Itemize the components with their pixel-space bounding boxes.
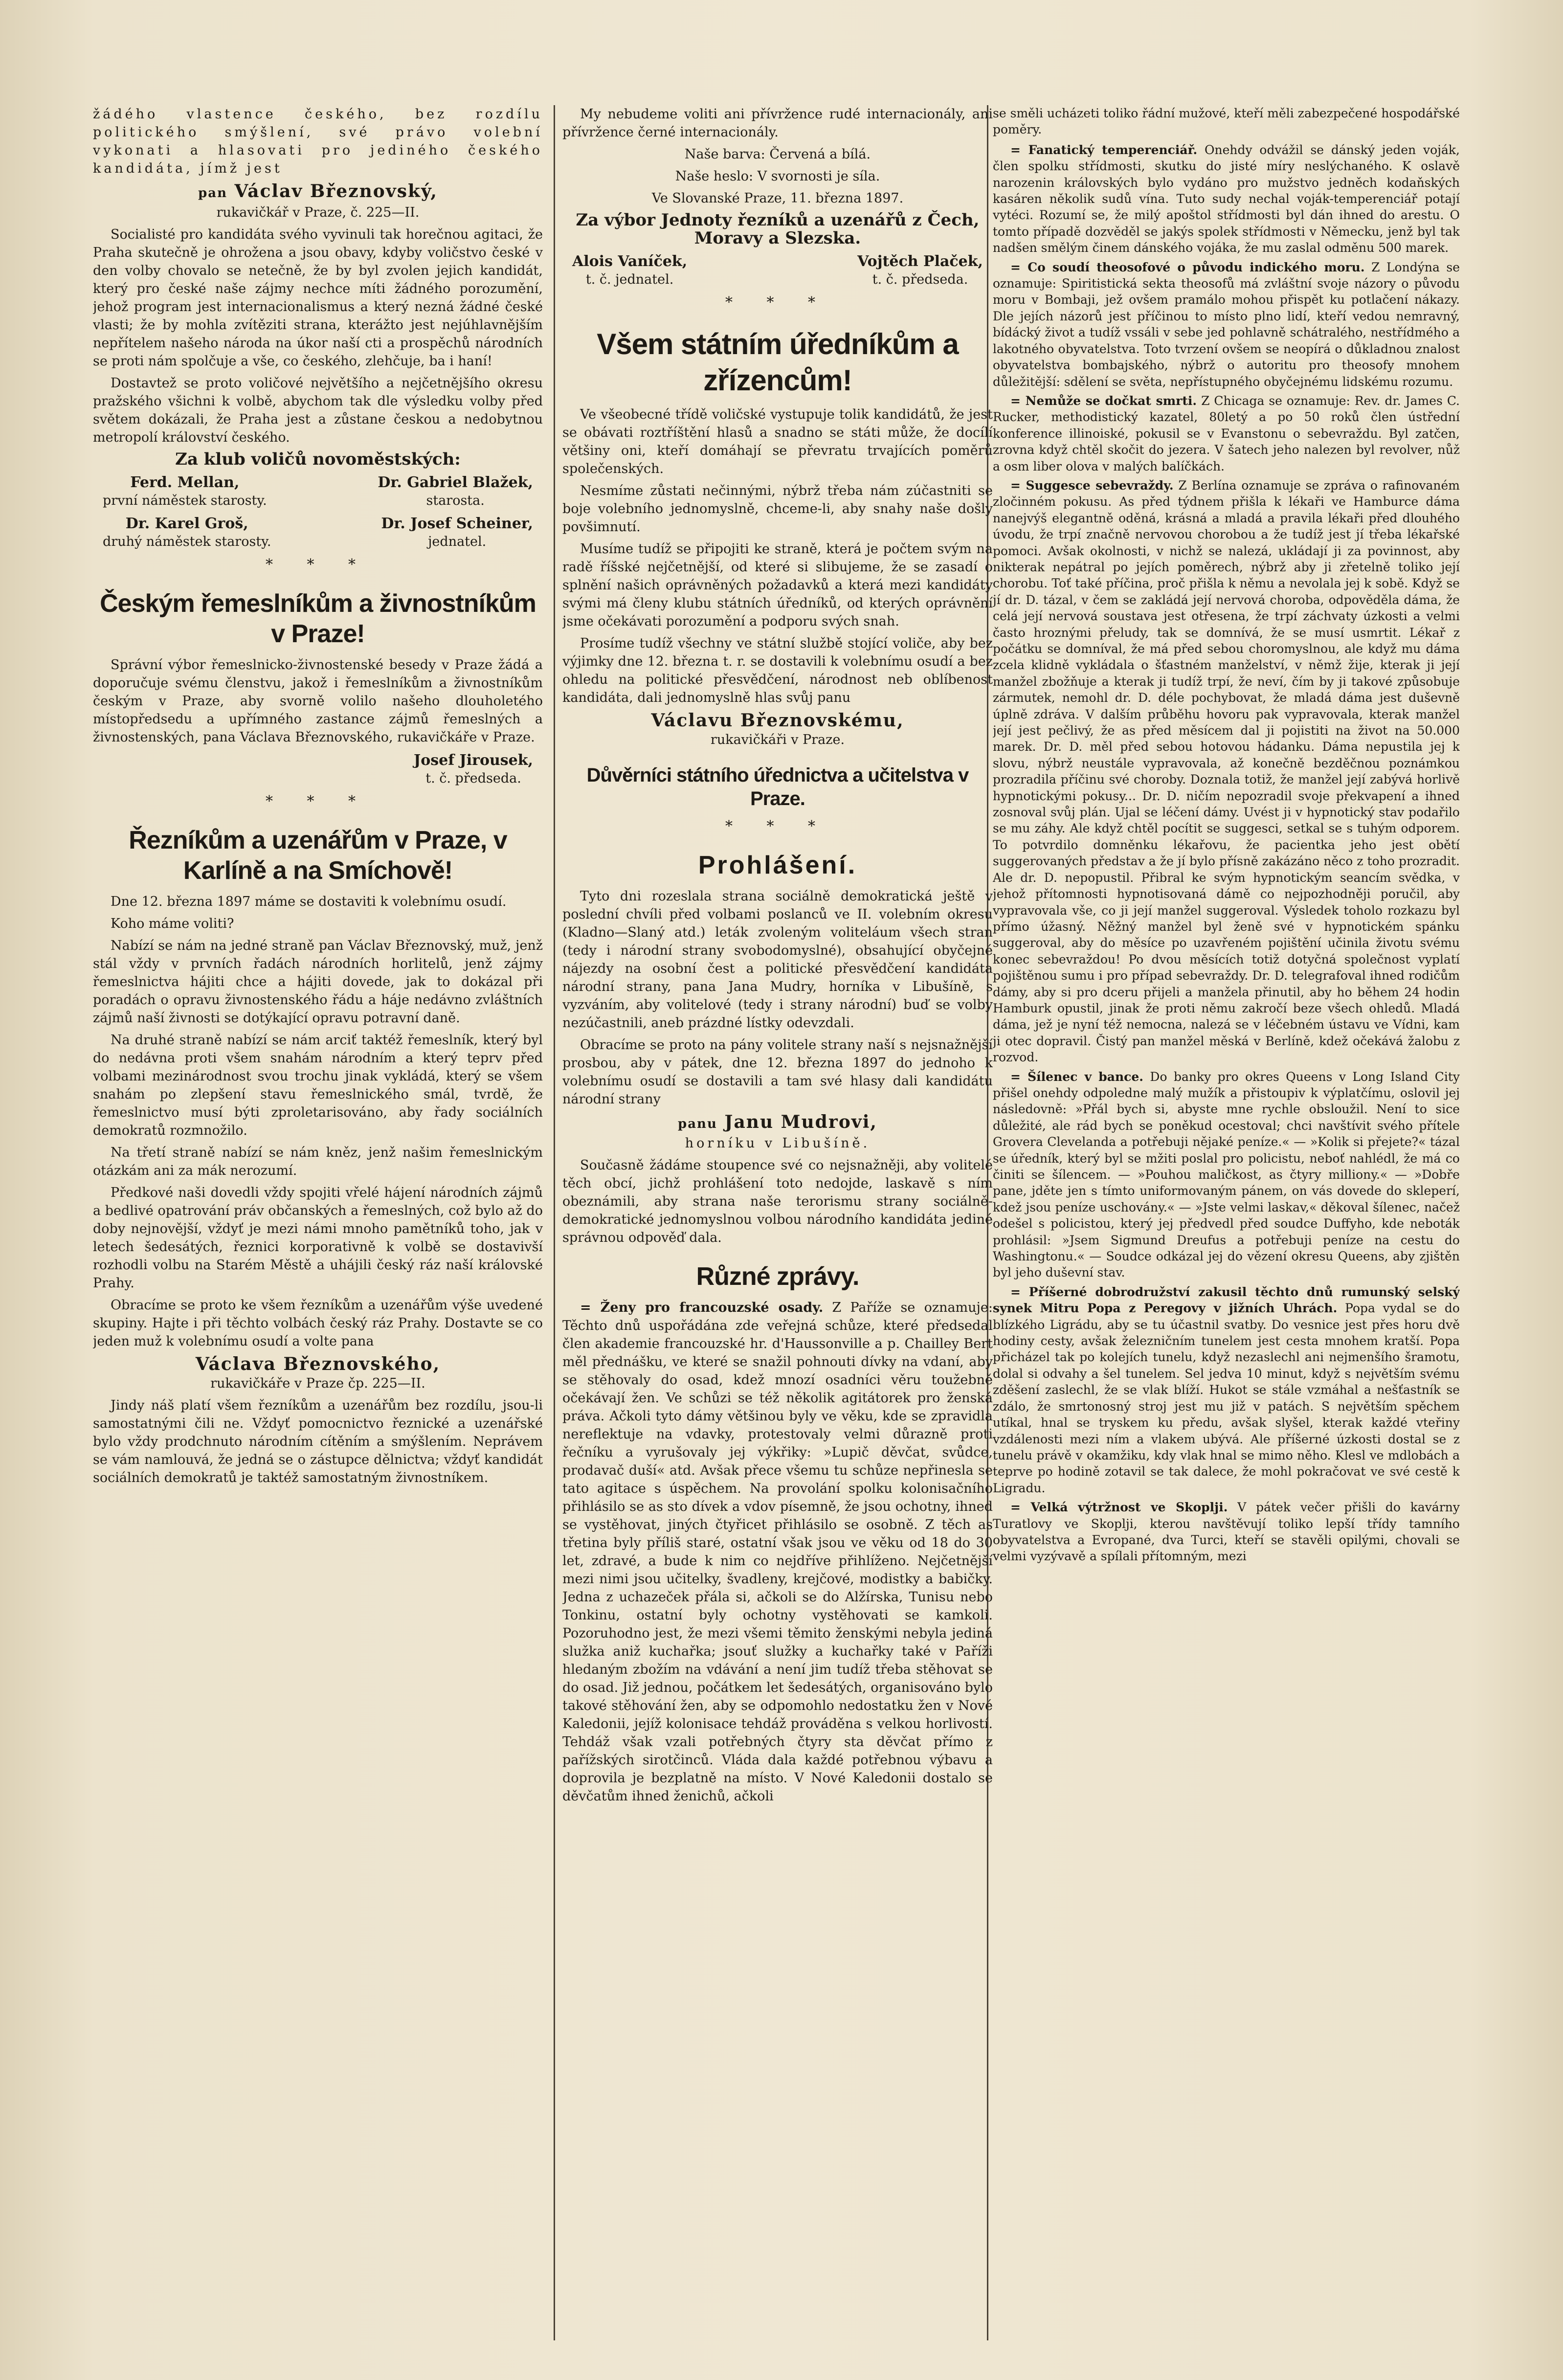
news-item [562, 1299, 993, 1805]
paragraph: Dostavtež se proto voličové největšího a nejčetnějšího okresu pražského všichni k volbě, abychom tak dle výsledku volby před světem dokázali, že Praha jest a zůstane českou a nedobytnou metropolí království českého. [93, 376, 543, 445]
news-item [993, 477, 1460, 1066]
news-item-title: = Nemůže se dočkat smrti. [1010, 393, 1197, 408]
intro-text: žádého vlastence českého, bez rozdílu politického smýšlení, své právo volební vykonati a hlasovati pro jediného českého kandidáta, jímž jest [93, 107, 543, 176]
paragraph: Současně žádáme stoupence své co nejsnažněji, aby volitelé těch obcí, jichž prohlášení toto nedojde, laskavě s ním obeznámili, aby strana naše terorismu strany sociálně-demokratické jednomyslnou volbou národního kandidáta jediné správnou odpověď dala. [562, 1158, 993, 1245]
candidate-info: rukavičkáři v Praze. [710, 732, 845, 747]
news-item [993, 1284, 1460, 1496]
signature [103, 473, 267, 510]
news-item-text: Onehdy odvážil se dánský jeden voják, člen spolku střídmosti, skutku do jisté míry neslýchaného. K oslavě narozenin královských bylo vydáno pro mužstvo jedněch kodaňských kasáren několik sudů vína. Tuto sudy nechal voják-temperenciář potají vytéci. Rozumí se, že milý apoštol střídmosti byl dán ihned do arestu. O tomto případě dozvěděl se jakýs spolek střídmosti v Německu, jenž byl tak nadšen smělým činem dánského vojáka, že mu zaslal odměnu 500 marek. [993, 142, 1460, 255]
paragraph: Obracíme se proto ke všem řezníkům a uzenářům výše uvedené skupiny. Hajte i při těchto volbách český ráz Prahy. Dostavte se co jeden muž k volebnímu osudí a volte pana [93, 1298, 543, 1349]
club-title: Za klub voličů novoměstských: [175, 449, 461, 469]
signature [857, 252, 983, 289]
article-headline: Prohlášení. [698, 851, 857, 879]
candidate-info: horníku v Libušíně. [685, 1136, 871, 1151]
signature-name: Vojtěch Plaček, [857, 253, 983, 270]
paragraph: Správní výbor řemeslnicko-živnostenské besedy v Praze žádá a doporučuje svému členstvu, jakož i řemeslníkům a živnostníkům českým v Praze, aby svorně volilo našeho dlouholetého místopředsedu a upřímného zastance zájmů řemeslných a živnostenských, pana Václava Březnovského, rukavičkáře v Praze. [93, 657, 543, 745]
paragraph: Musíme tudíž se připojiti ke straně, která je počtem svým na radě říšské nejčetnější, od které si slibujeme, že se zasadí o splnění našich oprávněných požadavků a která mezi kandidáty svými má členy klubu státních úředníků, od kterých oprávnění jsme očekávati porozumění a podporu svých snah. [562, 541, 993, 629]
news-item-title: = Ženy pro francouzské osady. [580, 1300, 824, 1315]
article-headline: Českým řemeslníkům a živnostníkům v Praze! [100, 589, 536, 648]
news-item [993, 1499, 1460, 1565]
stars-divider: * * * [265, 556, 371, 573]
signature-name: Alois Vaníček, [572, 253, 688, 270]
signatures [103, 751, 533, 787]
paragraph: Naše barva: Červená a bílá. [684, 147, 871, 162]
paragraph: Dne 12. března 1897 máme se dostaviti k volebnímu osudí. [111, 894, 507, 909]
paragraph: Naše heslo: V svornosti je síla. [675, 169, 880, 184]
candidate-name: Václava Březnovského, [195, 1354, 441, 1374]
stars-divider: * * * [725, 294, 830, 311]
candidate-name [93, 182, 543, 202]
paragraph: Jindy náš platí všem řezníkům a uzenářům bez rozdílu, jsou-li samostatnými čili ne. Vždyť pomocnictvo řeznické a uzenářské bylo vždy prodchnuto národním cítěním a smýšlením. Neprávem se vám namlouvá, že jedná se o zástupce dělnictva; vždyť kandidát sociálních demokratů je taktéž samostatným živnostníkem. [93, 1398, 543, 1485]
signature-name: Dr. Gabriel Blažek, [378, 474, 533, 491]
candidate-prefix: pan [198, 186, 227, 201]
paragraph: Prosíme tudíž všechny ve státní službě stojící voliče, aby bez výjimky dne 12. března t. r. se dostavili k volebnímu osudí a bez ohledu na politické přesvědčení, národnost neb oblíbenost kandidáta, dali jednomyslně hlas svůj panu [562, 636, 993, 705]
article-headline: Všem státním úředníkům a zřízencům! [597, 328, 959, 397]
paragraph: Na třetí straně nabízí se nám kněz, jenž našim řemeslnickým otázkám ani za mák nerozumí. [93, 1145, 543, 1178]
news-item-title: = Co soudí theosofové o původu indického moru. [1010, 260, 1365, 274]
signature-role: t. č. předseda. [872, 272, 968, 287]
paragraph: Tyto dni rozeslala strana sociálně demokratická ještě v poslední chvíli před volbami poslanců ve II. volebním okresu (Kladno—Slaný atd.) leták zvoleným voliteláum všech stran (tedy i národní strany svobodomyslné), obsahující obyčejné nájezdy na osobní čest a politické přesvědčení kandidáta národní strany, pana Jana Mudry, horníka v Libušíně, s vyzváním, aby volitelové (tedy i strany národní) buď se volby nezúčastnili, aneb prázdné lístky odevzdali. [562, 889, 993, 1031]
column-rule [554, 105, 555, 2340]
dateline: Ve Slovanské Praze, 11. března 1897. [651, 191, 904, 206]
news-item-text: Z Berlína oznamuje se zpráva o rafinovaném zločinném pokusu. As před týdnem přišla k lékaři ve Hamburce dáma nanejvýš elegantně oděná, krásná a mladá a pravila lékaři před dlouhého úvodu, že trpí značně nervovou chorobou a že tudíž jest jí třeba lékařské pomoci. Avšak okolnosti, v nichž se nalezá, ukládají ji za povinnost, aby nikterak nepátral po jejích poměrech, nýbrž aby ji zřetelně toliko její chorobu. Toť také příčina, proč přišla k němu a nevolala jej k sobě. Když se jí dr. D. tázal, v čem se zakládá její nervová choroba, odpověděla dáma, že celá její nervová soustava jest otřesena, že trpí záchvaty úzkosti a velmi často hroznými přeludy, tak se domnívá, že se musí usmrtit. Lékař z počátku se domníval, že má před sebou choromyslnou, ale když mu dáma zcela klidně vykládala o šťastném manželství, v němž žije, kterak ji její manžel zbožňuje a kterak ji tudíž trpí, že neví, čím by ji takové způsobuje zármutek, nemohl dr. D. déle pochybovat, že mladá dáma jest duševně úplně zdráva. V dalším průběhu hovoru pak vypravovala, kterak manžel její jest pečlivý, že as před měsícem dal ji pojistiti na život na 50.000 marek. Dr. D. měl před sebou hotovou hádanku. Dáma nepustila jej k slovu, nýbrž neustále vypravovala, až konečně bezděčnou poznámkou prozradila příčinu své choroby. Doznala totiž, že manžel její zabývá horlivě hypnotickými pokusy... Dr. D. ničím nepozradil svoje překvapení a ihned zosnoval svůj plán. Ujal se léčení dámy. Uvést ji v hypnotický stav podařilo se mu záhy. Ale když chtěl pocítit se suggesci, setkal se s tuhým odporem. To potvrdilo domněnku lékařovu, že pacientka jeho jest obětí suggerovaných představ a že jí bylo přísně zakázáno něco z toho prozradit. Ale dr. D. nepopustil. Přibral ke svým hypnotickým seancím svědka, v jehož přítomnosti hypnotisovaná dámě co nejpozhodněji poručil, aby vypravovala vše, co ji její manžel suggeroval. Výsledek toholo rozkazu byl přímo úžasný. Něžný manžel byl ženě své v hypnotickém spánku suggeroval, aby do měsíce po uzavřeném pojištění učinila životu svému konec sebevraždou! Po dvou měsících totiž dotyčná společnost vyplatí pojištěnou sumu i pro případ sebevraždy. Dr. D. telegrafoval ihned rodičům dámy, aby si pro dceru přijeli a manžela přinutil, aby ho během 24 hodin Hamburk opustil, jinak že proti němu zakročí beze všech ohledů. Mladá dáma, jež je nyní též nemocna, nalezá se v léčebném ústavu ve Vídni, kam ji otec dopravil. Čistý pan manžel měská v Berlíně, kdež očekává žalobu z rozvod. [993, 478, 1460, 1065]
news-item [993, 259, 1460, 390]
signature [414, 751, 533, 787]
signature-role: starosta. [426, 493, 485, 508]
paragraph: Na druhé straně nabízí se nám arciť taktéž řemeslník, který byl do nedávna proti všem snahám národním a který teprv před volbami mezinárodnost svou trochu jinak vykládá, který se všem snahám po zlepšení stavu řemeslnického smál, tvrdě, že řemeslnictvo musí býti zproletarisováno, aby řady sociálních demokratů rozmnožilo. [93, 1033, 543, 1138]
paragraph: Nabízí se nám na jedné straně pan Václav Březnovský, muž, jenž stál vždy v prvních řadách národních horlitelů, jenž zájmy řemeslnictva hájiti chce a hájiti dovede, jak to dokázal při poradách o opravu živnostenského řádu a háje nedávno zvláštních zájmů naší živnosti se dotýkající opravu potravní daně. [93, 938, 543, 1026]
news-item-text: Z Chicaga se oznamuje: Rev. dr. James C. Rucker, methodistický kazatel, 80letý a po 50 roků člen ústřední konference illinoiské, pokusil se v Evanstonu o sebevraždu. Byl zatčen, zrovna když chtěl skočit do jezera. V šatech jeho nalezen byl revolver, nůž a osm liber olova v malých balíčkách. [993, 393, 1460, 473]
signature-name: Ferd. Mellan, [130, 474, 240, 491]
signature [103, 515, 271, 551]
column-1 [93, 105, 543, 2345]
paragraph: Nesmíme zůstati nečinnými, nýbrž třeba nám zúčastniti se boje volebního jednomyslně, chceme-li, aby snahy naše došly povšimnutí. [562, 483, 993, 535]
signatures [572, 252, 983, 289]
news-item-text: Z Londýna se oznamuje: Spiritistická sekta theosofů má zvláštní svoje názory o původu moru v Bombaji, jež ovšem pramálo mohou přispět ku potlačení nákazy. Dle jejích názorů jest příčinou to místo plno lidí, kteří vedou nemravný, bídácký život a tudíž vssáli v sebe jed pohlavně schátralého, nestřídmého a lakotného obyvatelstva. Toto tvrzení ovšem se neopírá o důkladnou znalost obyvatelstva bombajského, nýbrž o autoritu pro theosofy mnohem důležitější: sdělení se světa, nepřístupného obyčejnému lidskému rozumu. [993, 260, 1460, 389]
signature-role: jednatel. [428, 534, 487, 549]
paragraph: My nebudeme voliti ani přívržence rudé internacionály, ani přívržence černé internacionály. [562, 107, 993, 140]
signature [572, 252, 687, 289]
paragraph: Obracíme se proto na pány volitele strany naší s nejsnažnější prosbou, aby v pátek, dne 12. března 1897 do jednoho k volebnímu osudí se dostavili a tam své hlasy dali kandidátu národní strany [562, 1037, 993, 1107]
signature-role: první náměstek starosty. [103, 493, 267, 508]
stars-divider: * * * [725, 818, 830, 835]
column-2 [562, 105, 993, 2345]
news-item-title: = Příšerné dobrodružství zakusil těchto dnů rumunský selský synek Mitru Popa z Peregovy v jižních Uhrách. [993, 1284, 1460, 1316]
candidate-info: rukavičkáře v Praze čp. 225—II. [210, 1376, 425, 1391]
news-item-title: = Šílenec v bance. [1010, 1069, 1143, 1084]
candidate-name-text: Václav Březnovský, [234, 181, 438, 202]
news-item-text: Z Paříže se oznamuje: Těchto dnů uspořádána zde veřejná schůze, které předsedal člen akademie francouzské hr. d'Haussonville a p. Chailley Bert měl přednášku, ve které se snažil pohnouti dívky na vdaní, aby se stěhovaly do osad, kdež mnozí osadníci věru toužebně očekávají žen. Ve schůzi se též několik agitátorek pro ženská práva. Ačkoli tyto dámy většinou byly ve věku, kde se zpravidla nereflektuje na vdavky, protestovaly velmi důrazně proti řečníku a vyrušovaly jej výkřiky: »Lupič děvčat, svůdce, prodavač duší« atd. Avšak přece všemu tu schůze nepřinesla se tato agitace s úspěchem. Na provolání spolku kolonisačního přihlásilo se as sto dívek a vdov písemně, že jsou ochotny, ihned se vystěhovat, jiných čtyřicet přihlásilo se osobně. Z těch as třetina byly příliš staré, ostatní však jsou ve věku od 18 do 30 let, zdravé, a bude k nim co nejdříve přihlíženo. Nejčetnější mezi nimi jsou učitelky, švadleny, krejčové, modistky a babičky. Jedna z uchazeček přála si, ačkoli se do Alžírska, Tunisu nebo Tonkinu, ostatní byly ochotny vystěhovati se kamkoli. Pozoruhodno jest, že mezi všemi těmito ženskými nebyla jediná služka aniž kuchařka; jsouť služky a kuchařky také v Paříži hledaným zbožím na vdávání a není jim tudíž třeba stěhovat se do osad. Již jednou, počátkem let šedesátých, organisováno bylo takové stěhování žen, aby se odpomohlo nedostatku žen v Nové Kaledonii, jejíž kolonisace tehdáž prováděna s velkou horlivostí. Tehdáž však vzali potřebných čtyry sta děvčat přímo z pařížských sirotčinců. Vláda dala každé potřebnou výbavu a doprovila je bezplatně na místo. V Nové Kaledonii dostalo se děvčatům ihned ženichů, ačkoli [562, 1300, 993, 1804]
signature-name: Dr. Karel Groš, [125, 515, 248, 532]
signature [378, 473, 533, 510]
candidate-name [562, 1113, 993, 1133]
candidate-name: Václavu Březnovskému, [651, 710, 904, 731]
signatures [103, 473, 533, 510]
stars-divider: * * * [265, 793, 371, 810]
news-item-text: Popa vydal se do blízkého Ligrádu, aby se tu účastnil svatby. Do vesnice jest přes horu dvě hodiny cesty, avšak železničním tunelem jest cesta mnohem kratší. Popa přicházel tak po kolejích tunelu, když nezaslechl ani nejmenšího šramotu, dolal si odvahy a šel tunelem. Sel jedva 10 minut, když s největším svému zděšení zaslechl, že se vlak blíží. Hukot se stále vzmáhal a nešťastník se zdálo, že smrtonosný stroj jest mu již v patách. S největším spěchem utíkal, hnal se tryskem ku předu, avšak slyšel, kterak každé vteřiny vzdálenosti mezi ním a vlakem ubývá. Ale příšerné úzkosti dostal se z tunelu právě v okamžiku, kdy vlak hnal se mimo něho. Klesl ve mdlobách a teprve po hodině zotavil se tak dalece, že mohl pokračovat ve své cestě k Ligradu. [993, 1301, 1460, 1495]
signature-role: t. č. předseda. [425, 771, 521, 786]
news-item [993, 142, 1460, 256]
candidate-prefix: panu [678, 1117, 717, 1131]
candidate-name-text: Janu Mudrovi, [724, 1112, 877, 1132]
news-item-text: V pátek večer přišli do kavárny Turatlovy ve Skoplji, kterou navštěvují toliko lepší třídy tamního obyvatelstva a Evropané, dva Turci, kteří se stavěli opilými, chovali se velmi vyzývavě a spílali přítomným, mezi [993, 1500, 1460, 1564]
paragraph: Ve všeobecné třídě voličské vystupuje tolik kandidátů, že jest se obávati roztříštění hlasů a snadno se státi může, že docílí většiny oni, kteří domáhají se převratu trvajících poměrů společenských. [562, 407, 993, 476]
signature-role: t. č. jednatel. [585, 272, 674, 287]
article-headline: Důvěrníci státního úřednictva a učitelstva v Praze. [586, 764, 969, 809]
article-headline: Řezníkům a uzenářům v Praze, v Karlíně a na Smíchově! [129, 826, 507, 885]
paragraph: se směli ucházeti toliko řádní mužové, kteří měli zabezpečené hospodářské poměry. [993, 106, 1460, 137]
news-item-title: = Velká výtržnost ve Skoplji. [1010, 1500, 1228, 1515]
news-item [993, 393, 1460, 474]
section-headline: Různé zprávy. [696, 1262, 859, 1291]
news-item [993, 1069, 1460, 1281]
committee-title: Za výbor Jednoty řezníků a uzenářů z Čech, Moravy a Slezska. [576, 210, 980, 248]
candidate-info: rukavičkář v Praze, č. 225—II. [216, 205, 420, 220]
signature-role: druhý náměstek starosty. [103, 534, 271, 549]
news-item-title: = Suggesce sebevraždy. [1010, 478, 1174, 493]
signatures [103, 515, 533, 551]
news-item-text: Do banky pro okres Queens v Long Island City přišel onehdy odpoledne malý mužík a přistoupiv k výplatčímu, oslovil jej následovně: »Přál bych si, abyste mne rychle obsloužil. Není to sice důležité, ale rád bych se poněkud ocestoval; chci navštívit svého přítele Grovera Clevelanda a potřebuji nějaké peníze.« — »Kolik si přejete?« tázal se úředník, který byl se mžiti poslal pro policistu, neboť nahlédl, že má co činiti se šílencem. — »Pouhou maličkost, as čtyry milliony.« — »Dobře pane, jděte jen s tímto uniformovaným pánem, on vás dovede do skleperí, kdež jsou peníze uschovány.« — »Jste velmi laskav,« děkoval šílenec, načež odešel s policistou, který jej předvedl před soudce Duffyho, kde neboták prohlásil: »Jsem Sigmund Dreufus a potřebuji peníze na cestu do Washingtonu.« — Soudce odkázal jej do vězení okresu Queens, aby zjištěn byl jeho duševní stav. [993, 1069, 1460, 1280]
paragraph: Předkové naši dovedli vždy spojiti vřelé hájení národních zájmů a bedlivé opatrování práv občanských a řemeslných, což bylo až do doby nejnovější, vždyť je mezi námi mnoho pamětníků toho, jak v letech šedesátých, řeznici korporativně k volbě se dostavivší rozhodli volbu na Starém Městě a uhájili český ráz naší královské Prahy. [93, 1185, 543, 1291]
signature [381, 515, 533, 551]
signature-name: Josef Jirousek, [414, 752, 533, 769]
news-item-title: = Fanatický temperenciář. [1010, 142, 1198, 157]
column-3 [993, 105, 1460, 2345]
paragraph: Socialisté pro kandidáta svého vyvinuli tak horečnou agitaci, že Praha skutečně je ohrožena a jsou obavy, kdyby voličstvo české v den volby chovalo se netečně, že by byl zvolen jejich kandidát, který pro české naše zájmy nechce míti žádného porozumění, jehož program jest internacionalismus a který nezná žádné české vlasti; že by mohla zvítěziti strana, kterážto jest nejúhlavnějším nepřítelem našeho národa na úkor naší cti a prospěchů národních se proti nám spolčuje a vše, co českého, zlehčuje, ba i haní! [93, 227, 543, 369]
signature-name: Dr. Josef Scheiner, [381, 515, 533, 532]
paragraph: Koho máme voliti? [111, 916, 234, 931]
